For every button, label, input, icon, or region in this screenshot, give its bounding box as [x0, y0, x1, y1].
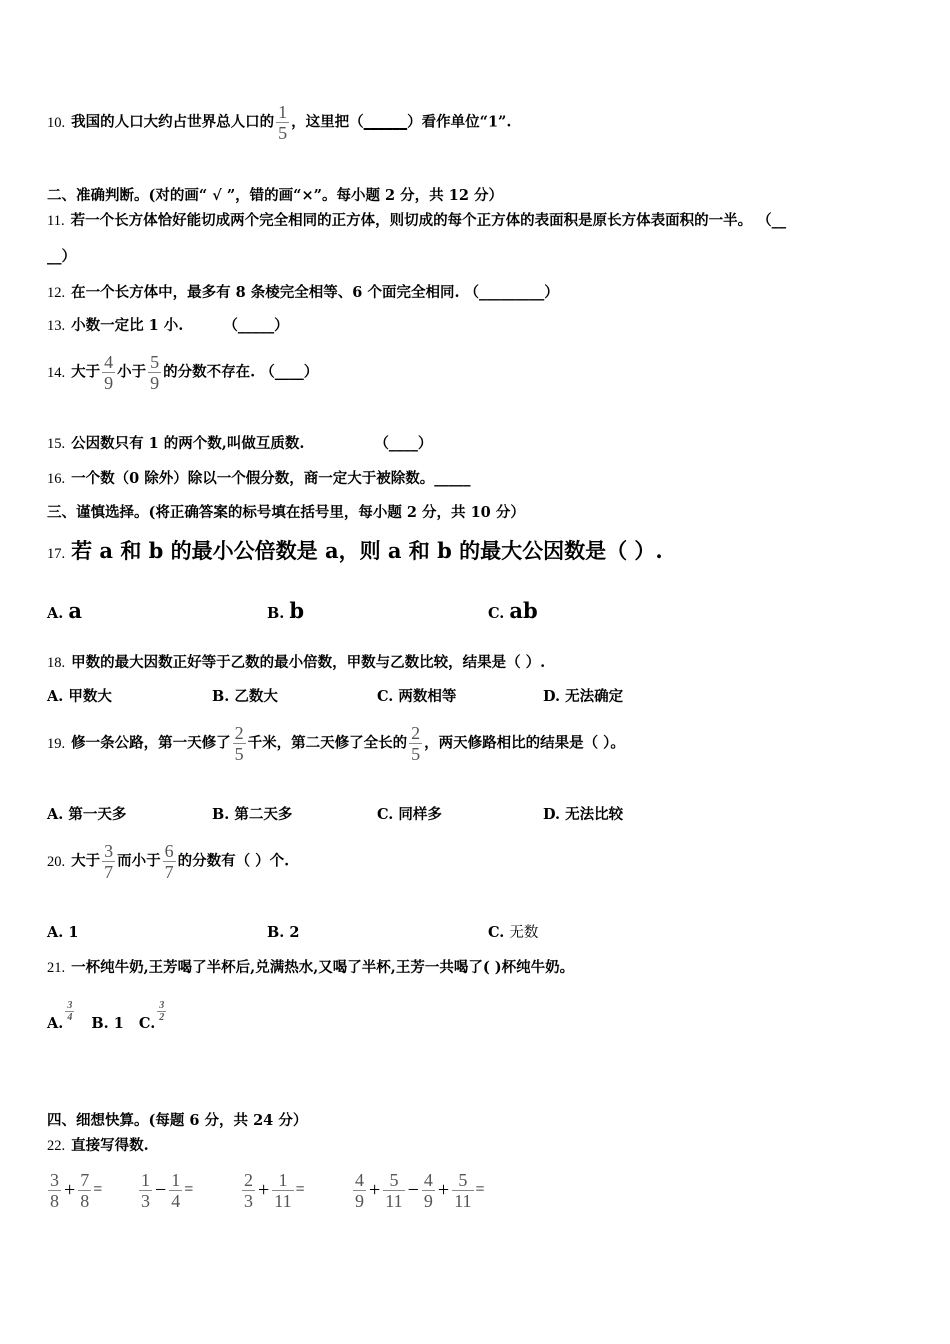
fraction: $\frac{2}{5}$ — [411, 723, 421, 764]
q20-option-b[interactable]: B. 2 — [267, 924, 300, 941]
q12: 12. 在一个长方体中，最多有 8 条棱完全相等、6 个面完全相同. （_________） — [47, 284, 559, 301]
q10: 10. 我国的人口大约占世界总人口的 $\frac{1}{5}$ ，这里把（______）看作单位“1”. — [47, 102, 512, 143]
q-text: 甲数的最大因数正好等于乙数的最小倍数，甲数与乙数比较，结果是（ ）. — [71, 654, 546, 671]
q19-option-c[interactable]: C. 同样多 — [377, 806, 442, 823]
fraction: $\frac{3}{7}$ — [104, 841, 114, 882]
q14: 14. 大于 $\frac{4}{9}$ 小于 $\frac{5}{9}$ 的分数不存在. （____） — [47, 352, 319, 393]
q13: 13. 小数一定比 1 小. （_____） — [47, 317, 289, 334]
q21-option-a[interactable]: A. $\frac{3}{4}$ — [47, 1000, 73, 1032]
q17-option-a[interactable]: A. a — [47, 598, 82, 623]
q17-option-c[interactable]: C. ab — [488, 598, 538, 623]
calc-expression-3: $\frac{2}{3}$ + $\frac{1}{11}$ = — [244, 1170, 305, 1211]
q18-option-c[interactable]: C. 两数相等 — [377, 688, 457, 705]
q21: 21. 一杯纯牛奶,王芳喝了半杯后,兑满热水,又喝了半杯,王芳一共喝了( )杯纯牛奶。 — [47, 959, 575, 976]
q-text: 若一个长方体恰好能切成两个完全相同的正方体，则切成的每个正方体的表面积是原长方体表面积的一半。 （__ — [70, 212, 787, 229]
q22: 22. 直接写得数. — [47, 1137, 149, 1154]
q11-continued: __） — [47, 248, 76, 265]
q20-option-a[interactable]: A. 1 — [47, 924, 79, 941]
q21-option-c[interactable]: C. $\frac{3}{2}$ — [138, 1000, 165, 1032]
q18-option-a[interactable]: A. 甲数大 — [47, 688, 112, 705]
q-text: 若 a 和 b 的最小公倍数是 a，则 a 和 b 的最大公因数是（ ）. — [71, 538, 663, 563]
q-text: 小数一定比 1 小. — [71, 317, 184, 334]
fraction: $\frac{6}{7}$ — [164, 841, 174, 882]
q11: 11. 若一个长方体恰好能切成两个完全相同的正方体，则切成的每个正方体的表面积是原长方体表面积的一半。 （__ — [47, 212, 787, 229]
section-2-heading: 二、准确判断。(对的画“ √ ”，错的画“×”。每小题 2 分，共 12 分） — [47, 187, 503, 204]
q-number: 10. — [47, 114, 66, 131]
q19-option-a[interactable]: A. 第一天多 — [47, 806, 127, 823]
answer-blank[interactable]: ______ — [363, 113, 408, 131]
q20-option-c[interactable]: C. 无数 — [488, 924, 539, 941]
fraction: $\frac{1}{5}$ — [278, 102, 288, 143]
q17-option-b[interactable]: B. b — [267, 598, 305, 623]
q-text: 一杯纯牛奶,王芳喝了半杯后,兑满热水,又喝了半杯,王芳一共喝了( )杯纯牛奶。 — [71, 959, 575, 976]
q-text: 一个数（0 除外）除以一个假分数，商一定大于被除数。_____ — [71, 470, 471, 487]
fraction: $\frac{4}{9}$ — [104, 352, 114, 393]
calc-expression-4: $\frac{4}{9}$ + $\frac{5}{11}$ − $\frac{4}{9}$ + $\frac{5}{11}$ = — [355, 1170, 485, 1211]
calc-expression-2: $\frac{1}{3}$ − $\frac{1}{4}$ = — [141, 1170, 194, 1211]
q-text: 直接写得数. — [71, 1137, 149, 1154]
q19-option-d[interactable]: D. 无法比较 — [543, 806, 624, 823]
q19: 19. 修一条公路，第一天修了 $\frac{2}{5}$ 千米，第二天修了全长的 $\frac{2}{5}$ ，两天修路相比的结果是（ ）。 — [47, 723, 625, 764]
q15: 15. 公因数只有 1 的两个数,叫做互质数. （____） — [47, 435, 433, 452]
calc-expression-1: $\frac{3}{8}$ + $\frac{7}{8}$ = — [50, 1170, 103, 1211]
fraction: $\frac{2}{5}$ — [234, 723, 244, 764]
q-text: 在一个长方体中，最多有 8 条棱完全相等、6 个面完全相同. （_________） — [71, 284, 559, 301]
q21-options — [47, 1000, 168, 1032]
q-text: 我国的人口大约占世界总人口的 — [71, 113, 275, 131]
q-text: 公因数只有 1 的两个数,叫做互质数. — [71, 435, 305, 452]
q18-option-b[interactable]: B. 乙数大 — [212, 688, 278, 705]
q20: 20. 大于 $\frac{3}{7}$ 而小于 $\frac{6}{7}$ 的分数有（ ）个. — [47, 841, 290, 882]
q19-option-b[interactable]: B. 第二天多 — [212, 806, 293, 823]
q16: 16. 一个数（0 除外）除以一个假分数，商一定大于被除数。_____ — [47, 470, 471, 487]
q21-option-b[interactable]: B. 1 — [91, 1015, 124, 1032]
q18: 18. 甲数的最大因数正好等于乙数的最小倍数，甲数与乙数比较，结果是（ ）. — [47, 654, 546, 671]
answer-blank[interactable]: （____） — [374, 435, 433, 452]
fraction: $\frac{5}{9}$ — [150, 352, 160, 393]
q17: 17. 若 a 和 b 的最小公倍数是 a，则 a 和 b 的最大公因数是（ ）. — [47, 538, 663, 563]
answer-blank[interactable]: （_____） — [223, 317, 289, 334]
q18-option-d[interactable]: D. 无法确定 — [543, 688, 624, 705]
section-3-heading: 三、谨慎选择。(将正确答案的标号填在括号里，每小题 2 分，共 10 分） — [47, 504, 525, 521]
section-4-heading: 四、细想快算。(每题 6 分，共 24 分） — [47, 1112, 308, 1129]
